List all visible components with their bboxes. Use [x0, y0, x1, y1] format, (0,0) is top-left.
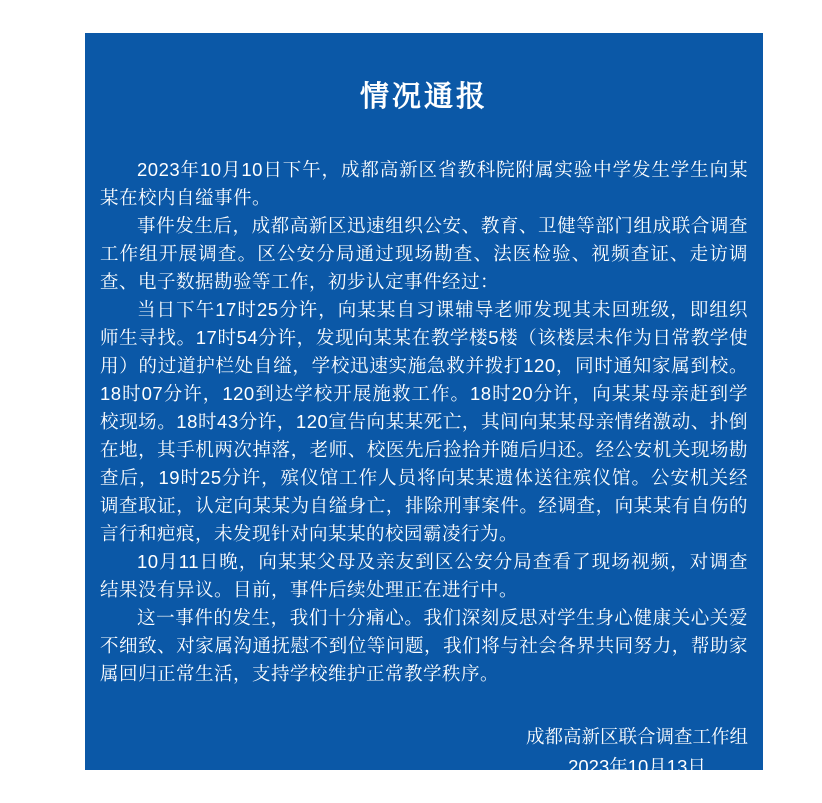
notice-body — [100, 156, 748, 688]
notice-paragraph-timeline: 当日下午17时25分许，向某某自习课辅导老师发现其未回班级，即组织师生寻找。17时54分许，发现向某某在教学楼5楼（该楼层未作为日常教学使用）的过道护栏处自缢，学校迅速实施急救并拨打120，同时通知家属到校。18时07分许，120到达学校开展施救工作。18时20分许，向某某母亲赶到学校现场。18时43分许，120宣告向某某死亡，其间向某某母亲情绪激动、扑倒在地，其手机两次掉落，老师、校医先后捡拾并随后归还。经公安机关现场勘查后，19时25分许，殡仪馆工作人员将向某某遗体送往殡仪馆。公安机关经调查取证，认定向某某为自缢身亡，排除刑事案件。经调查，向某某有自伤的言行和疤痕，未发现针对向某某的校园霸凌行为。 — [100, 299, 748, 544]
notice-paragraph-family-review: 10月11日晚，向某某父母及亲友到区公安分局查看了现场视频，对调查结果没有异议。目前，事件后续处理正在进行中。 — [100, 551, 748, 600]
notice-paragraph-investigation: 事件发生后，成都高新区迅速组织公安、教育、卫健等部门组成联合调查工作组开展调查。区公安分局通过现场勘查、法医检验、视频查证、走访调查、电子数据勘验等工作，初步认定事件经过： — [100, 215, 748, 292]
notice-panel — [85, 33, 763, 777]
notice-paragraph-reflection: 这一事件的发生，我们十分痛心。我们深刻反思对学生身心健康关心关爱不细致、对家属沟通抚慰不到位等问题，我们将与社会各界共同努力，帮助家属回归正常生活，支持学校维护正常教学秩序。 — [100, 607, 748, 684]
signature-org: 成都高新区联合调查工作组 — [525, 726, 748, 747]
signature-block — [526, 722, 748, 782]
notice-paragraph-intro: 2023年10月10日下午，成都高新区省教科院附属实验中学发生学生向某某在校内自缢事件。 — [100, 159, 748, 208]
notice-footer — [100, 722, 748, 782]
notice-title: 情况通报 — [359, 81, 488, 113]
signature-date: 2023年10月13日 — [568, 756, 706, 777]
